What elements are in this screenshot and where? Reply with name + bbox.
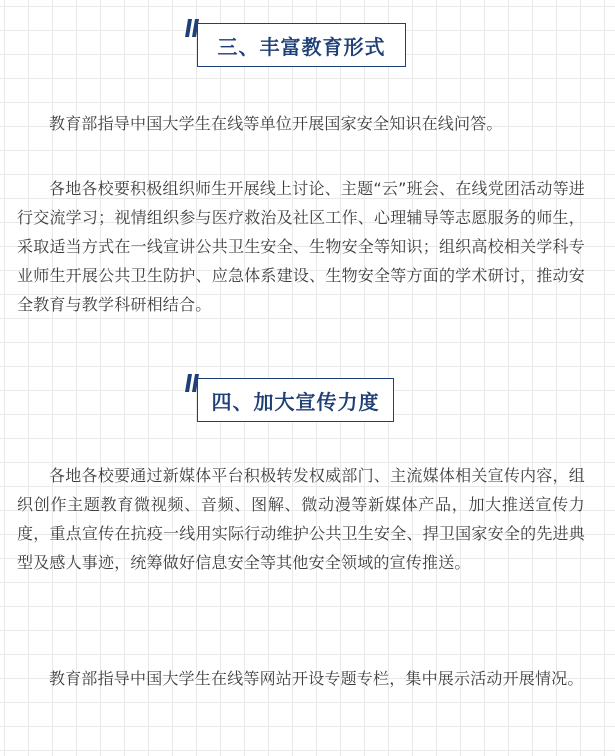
paragraph: 教育部指导中国大学生在线等网站开设专题专栏，集中展示活动开展情况。 (49, 669, 584, 688)
paragraph: 教育部指导中国大学生在线等单位开展国家安全知识在线问答。 (49, 114, 503, 133)
section-heading-title: 三、丰富教育形式 (217, 34, 386, 59)
section-heading-box (197, 378, 394, 422)
paragraph: 各地各校要通过新媒体平台积极转发权威部门、主流媒体相关宣传内容，组织创作主题教育微视频、音频、图解、微动漫等新媒体产品，加大推送宣传力度，重点宣传在抗疫一线用实际行动维护公共卫生安全、捍卫国家安全的先进典型及感人事迹，统筹做好信息安全等其他安全领域的宣传推送。 (17, 466, 585, 572)
paragraph: 各地各校要积极组织师生开展线上讨论、主题“云”班会、在线党团活动等进行交流学习；视情组织参与医疗救治及社区工作、心理辅导等志愿服务的师生，采取适当方式在一线宣讲公共卫生安全、生物安全等知识；组织高校相关学科专业师生开展公共卫生防护、应急体系建设、生物安全等方面的学术研讨，推动安全教育与教学科研相结合。 (17, 179, 585, 314)
section-heading-box (197, 23, 406, 67)
section-heading-title: 四、加大宣传力度 (211, 389, 380, 414)
